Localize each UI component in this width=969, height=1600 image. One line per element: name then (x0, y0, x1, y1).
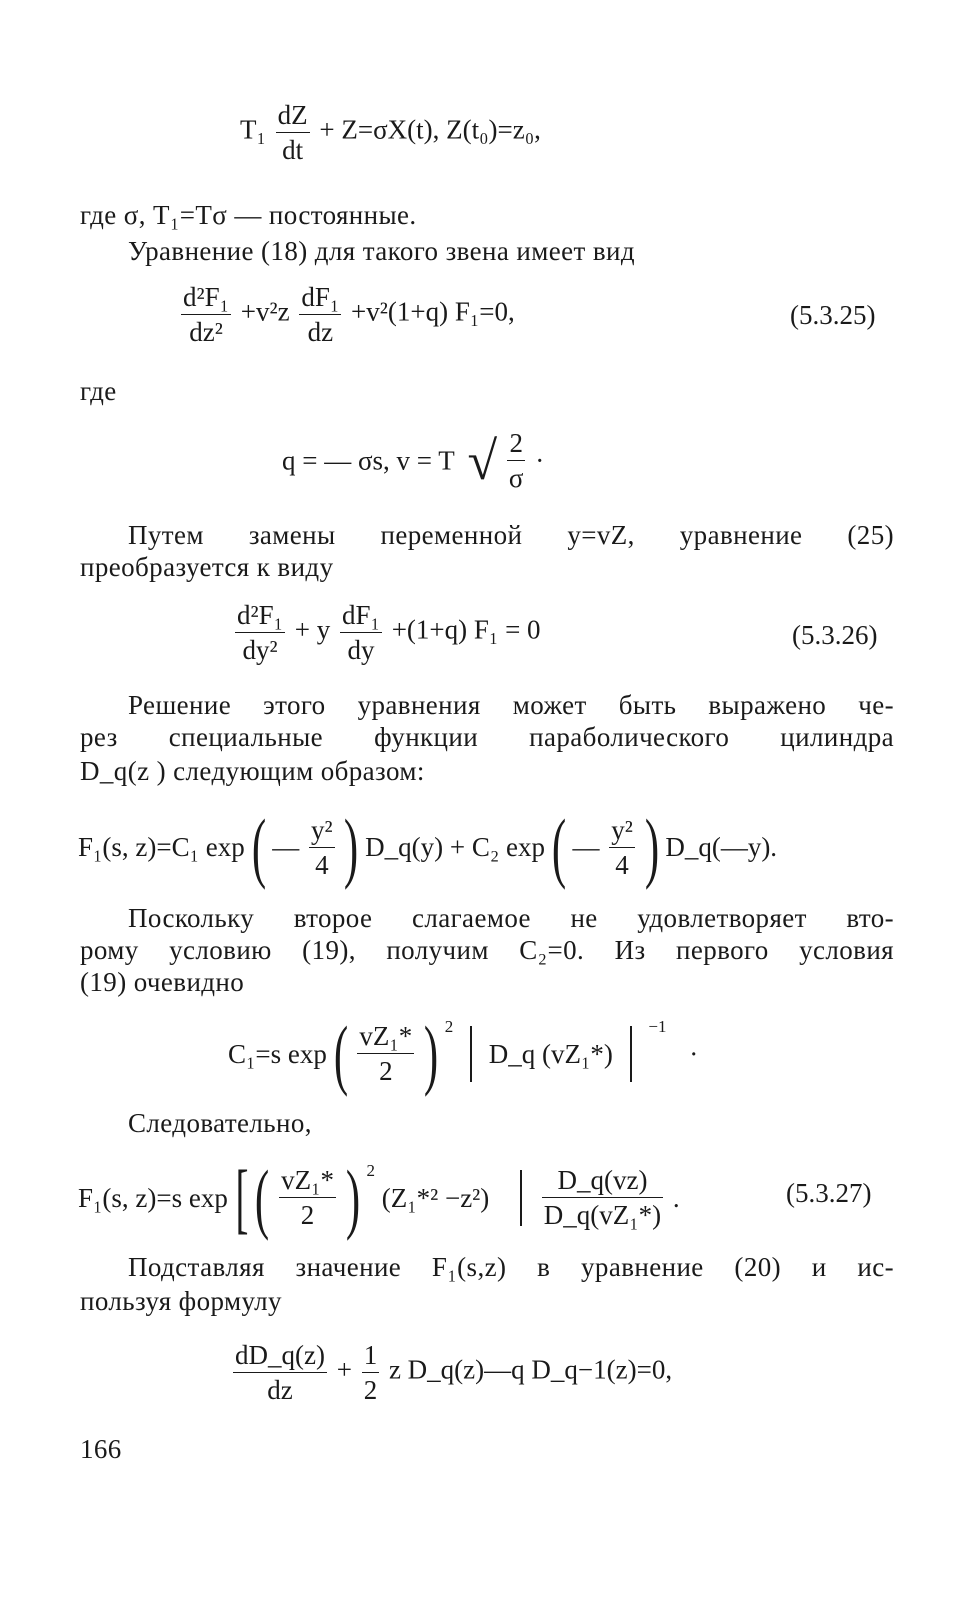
right-paren: ) (644, 803, 659, 890)
text-line-sigma: где σ, T₁=Tσ — постоянные. (80, 200, 417, 230)
denominator: dt (282, 135, 304, 165)
math-term: — (272, 832, 300, 862)
fraction-d2f1-dz2 (181, 282, 231, 347)
denominator: dy (347, 635, 375, 665)
numerator: D_q(vz) (542, 1165, 663, 1198)
denominator: D_q(vZ₁*) (543, 1200, 662, 1231)
fraction-y2-4 (609, 815, 635, 880)
equation-c1 (228, 1009, 699, 1097)
math-term: C₁=s exp (228, 1038, 327, 1069)
equation-f1-general (78, 803, 778, 890)
right-paren: ) (345, 1153, 360, 1241)
math-term: z D_q(z)—q D_q−1(z)=0, (388, 1354, 673, 1385)
equation-q-v (282, 428, 544, 493)
paragraph-3-line-2: рому условию (19), получим C₂=0. Из первого условия (80, 935, 894, 965)
superscript: −1 (648, 1017, 667, 1036)
left-paren: ( (333, 1009, 348, 1097)
denominator: 2 (379, 1056, 393, 1087)
fraction-df1-dz (299, 282, 341, 347)
numerator: 1 (362, 1340, 380, 1373)
math-term: · (535, 445, 545, 476)
denominator: dz (267, 1375, 293, 1405)
math-rest: + Z=σX(t), Z(t₀)=z₀, (319, 114, 541, 145)
paragraph-1-line-2: преобразуется к виду (80, 552, 334, 582)
paragraph-3-line-1: Поскольку второе слагаемое не удовлетворяет вто- (128, 903, 894, 933)
paragraph-2-line-2: рез специальные функции параболического цилиндра (80, 722, 894, 752)
numerator: dF₁ (340, 600, 382, 633)
fraction-vz1-2 (279, 1165, 336, 1230)
fraction-dq-ratio (542, 1165, 663, 1230)
math-term: +v²z (240, 296, 290, 327)
denominator: 2 (363, 1375, 378, 1405)
denominator: σ (508, 463, 524, 493)
equation-recurrence (230, 1340, 672, 1405)
numerator: d²F₁ (235, 600, 285, 633)
numerator: vZ₁* (279, 1165, 336, 1198)
text-line-gde: где (80, 376, 117, 406)
math-term: D_q (vZ₁*) (488, 1038, 613, 1069)
paragraph-4-line-2: пользуя формулу (80, 1286, 282, 1316)
right-paren: ) (344, 803, 359, 890)
denominator: dy² (242, 635, 278, 665)
fraction-dz-dt (276, 100, 310, 165)
right-paren: ) (423, 1009, 439, 1097)
bracket-bar (630, 1026, 632, 1082)
bracket-bar (520, 1170, 522, 1226)
left-paren: ( (255, 1153, 270, 1241)
fraction-d2f1-dy2 (235, 600, 285, 665)
denominator: dz (307, 317, 334, 347)
denominator: dz² (189, 317, 223, 347)
numerator: dF₁ (299, 282, 341, 315)
math-term: +v²(1+q) F₁=0, (351, 296, 515, 327)
left-bracket: [ (235, 1153, 249, 1241)
numerator: y² (309, 815, 335, 848)
numerator: dD_q(z) (233, 1340, 327, 1373)
math-term: · (689, 1038, 699, 1069)
left-paren: ( (551, 803, 566, 890)
sqrt-sign: √ (467, 430, 498, 491)
math-term: (Z₁*² −z²) (381, 1182, 490, 1213)
paragraph-1-line-1: Путем замены переменной y=vZ, уравнение (25) (128, 520, 894, 550)
equation-number-26: (5.3.26) (792, 620, 878, 650)
numerator: dZ (276, 100, 310, 133)
text-line-sled: Следовательно, (128, 1108, 312, 1138)
equation-5-3-27 (78, 1153, 680, 1241)
math-term: +(1+q) F₁ = 0 (391, 614, 541, 645)
numerator: d²F₁ (181, 282, 231, 315)
bracket-bar (470, 1026, 472, 1082)
numerator: vZ₁* (357, 1021, 414, 1054)
fraction-2-sigma (507, 428, 526, 493)
equation-number-27: (5.3.27) (786, 1178, 872, 1208)
fraction-ddq-dz (233, 1340, 327, 1405)
equation-5-3-26 (232, 600, 541, 665)
fraction-vz1-2 (357, 1021, 414, 1086)
left-paren: ( (251, 803, 266, 890)
paragraph-4-line-1: Подставляя значение F₁(s,z) в уравнение (20) и ис- (128, 1252, 894, 1282)
superscript: 2 (366, 1161, 375, 1180)
paragraph-2-line-1: Решение этого уравнения может быть выражено че- (128, 690, 894, 720)
math-term: — (572, 832, 600, 862)
equation-5-3-25 (178, 282, 515, 347)
superscript: 2 (444, 1017, 454, 1036)
fraction-y2-4 (309, 815, 335, 880)
equation-number-25: (5.3.25) (790, 300, 876, 330)
math-term: D_q(—y). (665, 832, 778, 862)
denominator: 4 (615, 849, 629, 880)
math-term: F₁(s, z)=s exp (78, 1182, 228, 1213)
math-term: + (336, 1354, 352, 1385)
fraction-1-2 (362, 1340, 380, 1405)
math-term: q = — σs, v = T (282, 445, 455, 476)
numerator: y² (609, 815, 635, 848)
paragraph-2-line-3: D_q(z ) следующим образом: (80, 756, 425, 786)
numerator: 2 (507, 428, 526, 461)
denominator: 4 (315, 849, 329, 880)
math-term: D_q(y) + C₂ exp (365, 832, 545, 862)
fraction-df1-dy (340, 600, 382, 665)
math-term: F₁(s, z)=C₁ exp (78, 832, 245, 862)
math-t1: T₁ (240, 114, 266, 145)
text-line-eq18: Уравнение (18) для такого звена имеет вид (128, 236, 635, 266)
paragraph-3-line-3: (19) очевидно (80, 967, 245, 997)
math-term: . (672, 1182, 680, 1213)
page-number: 166 (80, 1434, 122, 1464)
denominator: 2 (300, 1200, 315, 1231)
equation-first-order-link (240, 100, 541, 165)
math-term: + y (294, 614, 331, 645)
